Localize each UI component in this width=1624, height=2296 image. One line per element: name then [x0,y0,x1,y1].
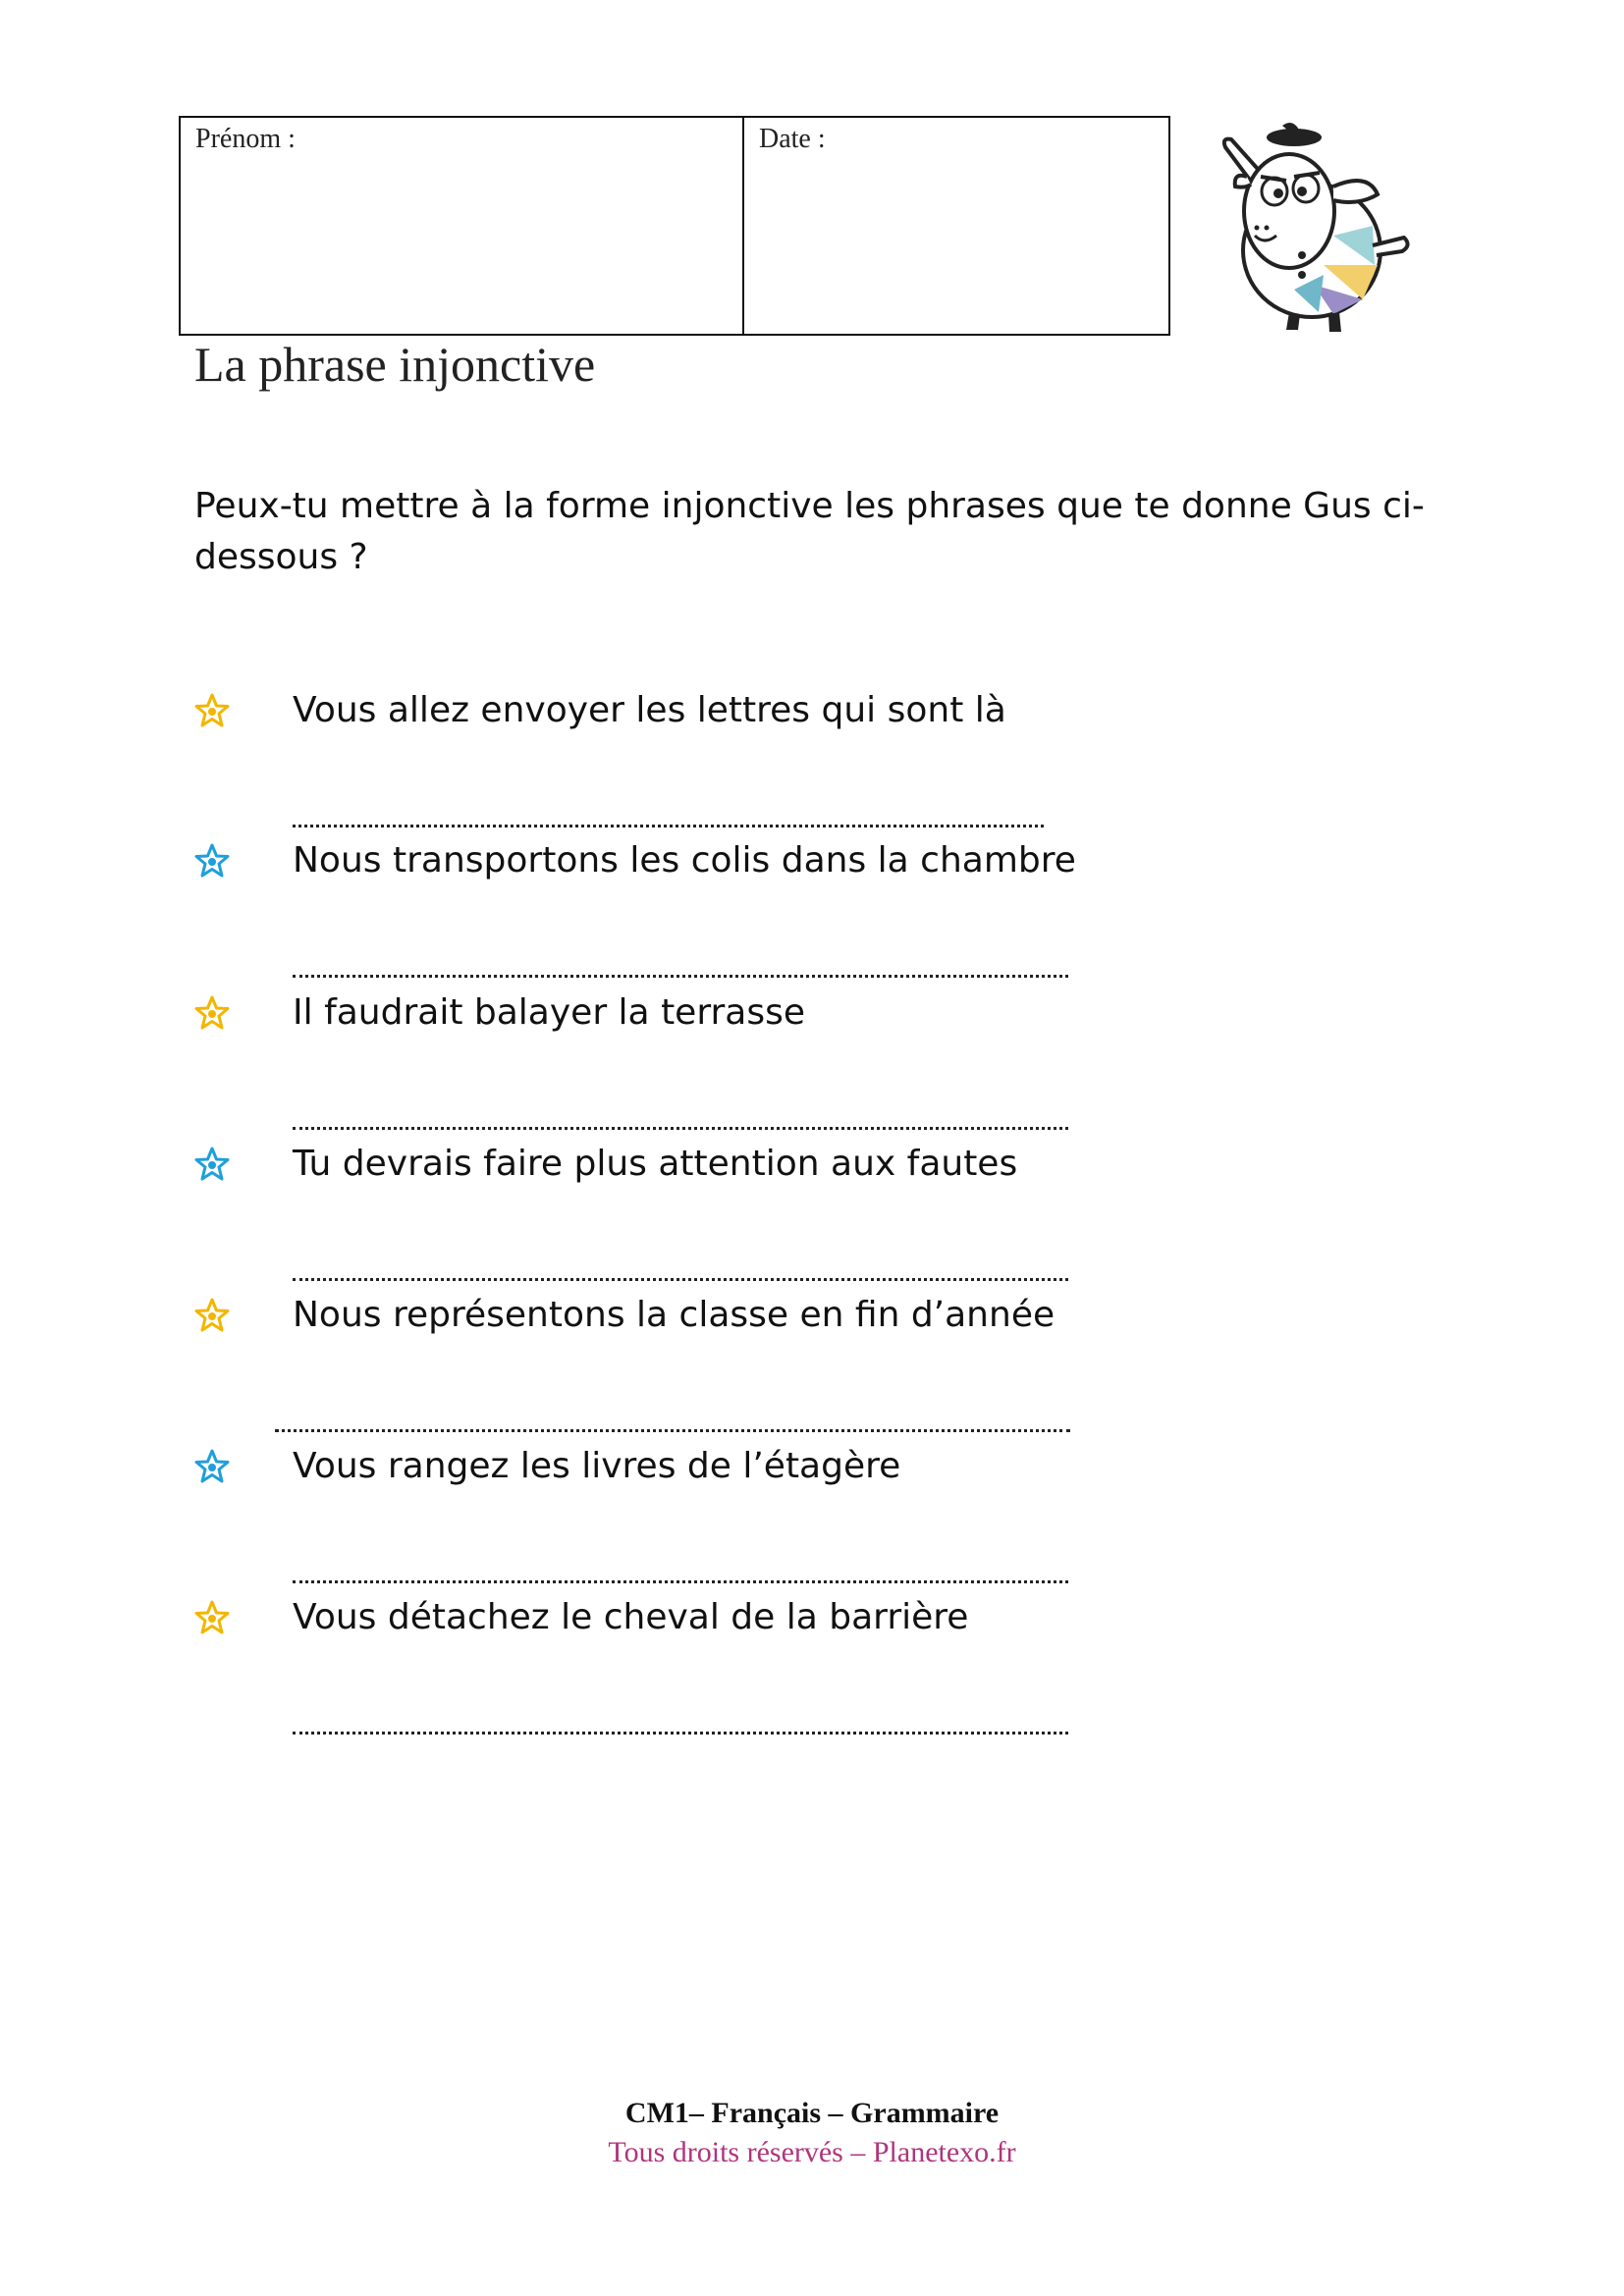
exercise-item [194,1141,1373,1288]
gold-star-icon [194,995,230,1031]
exercise-sentence: Vous rangez les livres de l’étagère [293,1446,901,1486]
gold-star-icon [194,693,230,728]
student-info-box [179,116,1170,336]
exercise-sentence: Il faudrait balayer la terrasse [293,992,806,1033]
answer-line[interactable] [293,1239,1068,1281]
gold-star-icon [194,1600,230,1635]
exercise-item [194,687,1373,834]
answer-line[interactable] [293,1692,1068,1735]
name-label: Prénom : [195,124,296,154]
exercise-item [194,1292,1373,1439]
instruction-text: Peux-tu mettre à la forme injonctive les phrases que te donne Gus ci-dessous ? [194,486,1425,577]
exercise-sentence: Vous détachez le cheval de la barrière [293,1597,969,1637]
page-title: La phrase injonctive [194,337,596,392]
answer-line[interactable] [275,1390,1070,1432]
exercise-item [194,837,1373,985]
blue-star-icon [194,1449,230,1484]
date-label: Date : [759,124,826,154]
blue-star-icon [194,843,230,879]
date-field[interactable] [744,118,1168,334]
exercise-sentence: Nous transportons les colis dans la chambre [293,840,1076,881]
answer-line[interactable] [293,785,1044,828]
name-field[interactable] [181,118,744,334]
exercise-item [194,989,1373,1137]
blue-star-icon [194,1147,230,1182]
gus-sheep-mascot-icon [1196,118,1416,336]
exercise-sentence: Tu devrais faire plus attention aux fautes [293,1144,1018,1184]
exercise-sentence: Vous allez envoyer les lettres qui sont là [293,690,1006,730]
footer-course: CM1– Français – Grammaire [624,2097,1000,2129]
footer-rights: Tous droits réservés – Planetexo.fr [608,2136,1016,2168]
exercise-sentence: Nous représentons la classe en fin d’année [293,1295,1056,1335]
answer-line[interactable] [293,1541,1068,1583]
exercise-item [194,1443,1373,1590]
gold-star-icon [194,1298,230,1333]
answer-line[interactable] [293,935,1068,978]
answer-line[interactable] [293,1088,1068,1130]
exercise-item [194,1594,1373,1741]
